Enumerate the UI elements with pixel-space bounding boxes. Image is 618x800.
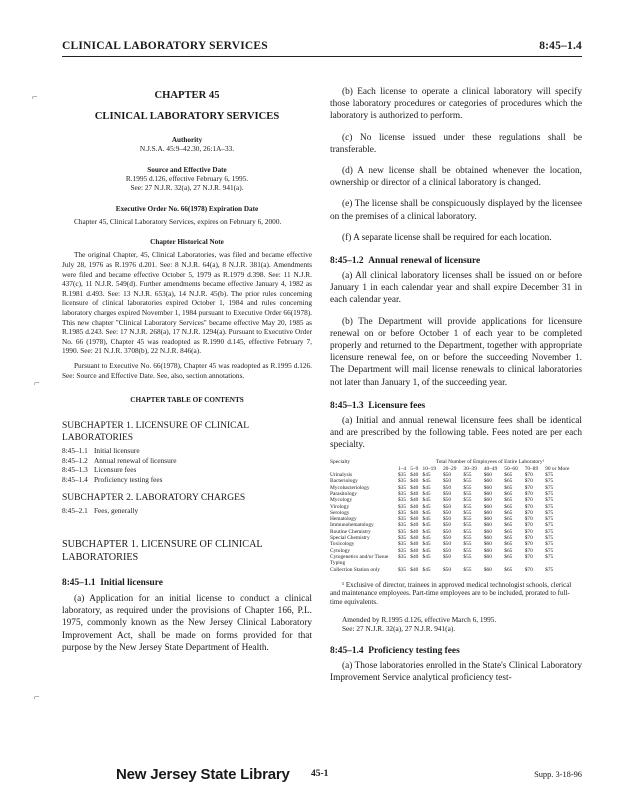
fee-cell: $35 <box>398 472 407 479</box>
fee-cell: $35 <box>398 516 407 523</box>
fee-cell: $35 <box>398 553 407 560</box>
fee-cell: $50 <box>442 535 452 542</box>
fee-cell: $50 <box>442 541 452 548</box>
executive-order-heading: Executive Order No. 66(1978) Expiration Date <box>115 204 259 213</box>
toc-item[interactable]: 8:45–2.1 Fees, generally <box>62 506 139 516</box>
fee-cell: $45 <box>422 484 431 491</box>
fee-cell: $40 <box>410 566 419 573</box>
specialty-column-header: Specialty <box>330 459 351 466</box>
fee-cell: $60 <box>483 472 492 479</box>
fee-cell: $40 <box>410 522 419 529</box>
employees-group-header: Total Number of Employees of Entire Laboratory¹ <box>435 459 545 466</box>
page-footer <box>116 766 582 786</box>
margin-mark: ⌐ <box>34 692 40 703</box>
fee-cell: $45 <box>422 497 431 504</box>
fee-cell: $40 <box>410 553 419 560</box>
page-number: 45-1 <box>311 769 329 779</box>
historical-note-text: The original Chapter, 45, Clinical Laboratories, was filed and became effective July 28, 1976 as R.1976 d.201. See: 8 N.J.R. 64(a), 8 N.J.R. 381(a). Amendments were filed and became effective October 5, 1979 as R.1979 d.398. See: 11 N.J.R. 437(c), 11 N.J.R. 549(d). Further amendments became effective January 4, 1982 as R.1981 d.493. See: 13 N.J.R. 653(a), 14 N.J.R. 45(b). The prior rules concerning licensure of clinical laboratories expired October 1, 1984 and rules concerning laboratory charges expired November 1, 1984 pursuant to Executive Order 66(1978). This new chapter "Clinical Laboratory Services" became effective May 20, 1985 as R.1985 d.243. See: 17 N.J.R. 268(a), 17 N.J.R. 1294(a). Pursuant to Executive Order No. 66 (1978), Chapter 45 was readopted as R.1990 d.145, effective February 7, 1990. See: 21 N.J.R. 3708(b), 22 N.J.R. 846(a). <box>62 250 312 356</box>
fee-column-header: 10–19 <box>422 465 437 472</box>
fee-cell: $50 <box>442 547 452 554</box>
fee-cell: $60 <box>483 490 492 497</box>
fee-cell: $65 <box>504 509 513 516</box>
specialty-name: Collection Station only <box>330 566 381 573</box>
section-1-1-a: (a) Application for an initial license to conduct a clinical laboratory, as required under the provisions of Chapter 166, P.L. 1975, commonly known as the New Jersey Clinical Laboratory Improvement Act, shall be made on forms provided for that purpose by the New Jersey State Department of Health. <box>62 594 312 653</box>
fee-cell: $45 <box>422 566 431 573</box>
fee-cell: $55 <box>463 484 472 491</box>
historical-note-heading: Chapter Historical Note <box>150 238 224 247</box>
fee-cell: $35 <box>398 528 407 535</box>
specialty-name: Hematology <box>330 516 357 523</box>
specialty-name: Mycology <box>330 497 353 504</box>
fee-cell: $40 <box>410 497 419 504</box>
fee-cell: $70 <box>524 490 533 497</box>
fee-cell: $60 <box>483 509 492 516</box>
fee-cell: $55 <box>463 509 472 516</box>
fee-cell: $65 <box>504 497 513 504</box>
toc-item[interactable]: 8:45–1.3 Licensure fees <box>62 465 137 475</box>
fee-cell: $70 <box>524 528 533 535</box>
running-header-section: 8:45–1.4 <box>539 40 582 52</box>
fee-cell: $60 <box>483 497 492 504</box>
fee-cell: $45 <box>422 478 431 485</box>
fee-cell: $70 <box>524 484 533 491</box>
fee-cell: $40 <box>410 541 419 548</box>
section-1-1-heading: 8:45–1.1 Initial licensure <box>62 578 163 589</box>
fee-cell: $40 <box>410 516 419 523</box>
fee-cell: $60 <box>483 541 492 548</box>
library-stamp: New Jersey State Library <box>116 766 290 783</box>
fee-cell: $40 <box>410 528 419 535</box>
fee-cell: $45 <box>422 541 431 548</box>
fee-cell: $70 <box>524 566 533 573</box>
fee-cell: $35 <box>398 522 407 529</box>
fee-cell: $65 <box>504 547 513 554</box>
specialty-name: Mycobacteriology <box>330 484 370 491</box>
specialty-name: Cytology <box>330 547 351 554</box>
fee-cell: $45 <box>422 490 431 497</box>
fee-cell: $60 <box>483 535 492 542</box>
section-1-1-f: (f) A separate license shall be required for each location. <box>342 232 552 243</box>
fee-cell: $60 <box>483 528 492 535</box>
authority-text: N.J.S.A. 45:9–42.30, 26:1A–33. <box>139 144 235 153</box>
fee-column-header: 90 or More <box>545 465 570 472</box>
source-line-1: R.1995 d.126, effective February 6, 1995. <box>125 173 249 183</box>
fee-cell: $75 <box>545 528 554 535</box>
fee-cell: $60 <box>483 484 492 491</box>
specialty-name: Virology <box>330 503 350 510</box>
fee-cell: $65 <box>504 503 513 510</box>
specialty-name: Routine Chemistry <box>330 528 371 535</box>
fee-cell: $75 <box>545 509 554 516</box>
fee-cell: $65 <box>504 535 513 542</box>
fee-cell: $65 <box>504 566 513 573</box>
fee-cell: $60 <box>483 547 492 554</box>
toc-list-subchapter-2 <box>62 506 312 516</box>
fee-column-header: 30–39 <box>463 465 477 472</box>
fee-cell: $35 <box>398 547 407 554</box>
fee-cell: $70 <box>524 516 533 523</box>
fee-cell: $35 <box>398 535 407 542</box>
fee-table-row <box>330 554 582 567</box>
fee-cell: $65 <box>504 484 513 491</box>
fee-cell: $50 <box>442 478 452 485</box>
fee-column-header: 70–89 <box>524 465 539 472</box>
toc-subchapter-2[interactable]: SUBCHAPTER 2. LABORATORY CHARGES <box>62 493 246 504</box>
fee-cell: $75 <box>545 547 554 554</box>
historical-note-readoption: Pursuant to Executive No. 66(1978), Chapter 45 was readopted as R.1995 d.126. See: Source and Effective Date. See, also, section annotations. <box>62 360 312 380</box>
fee-cell: $55 <box>463 516 472 523</box>
running-header <box>62 38 582 57</box>
source-line-2: See: 27 N.J.R. 32(a), 27 N.J.R. 941(a). <box>130 183 244 193</box>
fee-cell: $75 <box>545 535 554 542</box>
fee-cell: $60 <box>483 522 492 529</box>
fee-cell: $55 <box>463 503 472 510</box>
fee-table-footnote: ¹ Exclusive of director, trainees in approved medical technologist schools, clerical and maintenance employees. Part-time employees are to be included, prorated to full-time equivalents. <box>330 580 572 606</box>
fee-cell: $55 <box>463 566 472 573</box>
fee-cell: $60 <box>483 478 492 485</box>
fee-cell: $70 <box>524 503 533 510</box>
fee-cell: $55 <box>463 553 472 560</box>
fee-cell: $60 <box>483 553 492 560</box>
authority-heading: Authority <box>171 136 203 144</box>
fee-cell: $50 <box>442 497 452 504</box>
section-1-1-c: (c) No license issued under these regulations shall be transferable. <box>330 132 582 155</box>
fee-cell: $40 <box>410 547 419 554</box>
fee-cell: $75 <box>545 522 554 529</box>
fee-cell: $45 <box>422 522 431 529</box>
fee-table-body <box>330 472 582 573</box>
section-1-4-heading: 8:45–1.4 Proficiency testing fees <box>330 645 460 656</box>
fee-cell: $35 <box>398 509 407 516</box>
chapter-title: CLINICAL LABORATORY SERVICES <box>94 111 280 122</box>
fee-cell: $65 <box>504 472 513 479</box>
fee-cell: $75 <box>545 503 554 510</box>
fee-cell: $40 <box>410 503 419 510</box>
fee-table <box>330 459 582 572</box>
fee-cell: $55 <box>463 541 472 548</box>
subchapter-1-heading: SUBCHAPTER 1. LICENSURE OF CLINICAL LABORATORIES <box>62 539 263 564</box>
fee-cell: $50 <box>442 472 452 479</box>
toc-item[interactable]: 8:45–1.2 Annual renewal of licensure <box>62 455 177 465</box>
specialty-name: Serology <box>330 509 350 516</box>
fee-column-header: 20–29 <box>442 465 457 472</box>
fee-cell: $50 <box>442 522 452 529</box>
fee-cell: $55 <box>463 478 472 485</box>
fee-cell: $45 <box>422 528 431 535</box>
fee-cell: $70 <box>524 553 533 560</box>
specialty-name: Urinalysis <box>330 472 353 479</box>
fee-cell: $65 <box>504 522 513 529</box>
supplement-date: Supp. 3-18-96 <box>534 770 582 779</box>
fee-cell: $75 <box>545 472 554 479</box>
section-1-1-e: (e) The license shall be conspicuously displayed by the licensee on the premises of a clinical laboratory. <box>330 199 582 222</box>
specialty-name: Parasitology <box>330 490 357 497</box>
executive-order-text: Chapter 45, Clinical Laboratory Services, expires on February 6, 2000. <box>74 216 282 226</box>
fee-cell: $75 <box>545 490 554 497</box>
toc-item[interactable]: 8:45–1.4 Proficiency testing fees <box>62 474 163 484</box>
fee-cell: $55 <box>463 547 472 554</box>
fee-cell: $50 <box>442 490 452 497</box>
fee-cell: $60 <box>483 516 492 523</box>
specialty-name: Immunohematology <box>330 522 374 529</box>
toc-item[interactable]: 8:45–1.1 Initial licensure <box>62 446 140 456</box>
fee-column-header: 40–49 <box>483 465 498 472</box>
fee-cell: $65 <box>504 478 513 485</box>
section-1-3-heading: 8:45–1.3 Licensure fees <box>330 400 426 411</box>
section-1-1-d: (d) A new license shall be obtained whenever the location, ownership or director of a clinical laboratory is changed. <box>330 166 582 189</box>
section-1-1-b: (b) Each license to operate a clinical laboratory will specify those laboratory procedures or categories of procedures which the laboratory is authorized to perform. <box>330 87 582 122</box>
fee-cell: $35 <box>398 541 407 548</box>
toc-heading: CHAPTER TABLE OF CONTENTS <box>130 396 244 405</box>
fee-cell: $55 <box>463 535 472 542</box>
section-1-2-a: (a) All clinical laboratory licenses shall be issued on or before January 1 in each calendar year and shall expire December 31 in each calendar year. <box>330 271 582 306</box>
section-1-2-heading: 8:45–1.2 Annual renewal of licensure <box>330 256 481 267</box>
fee-cell: $55 <box>463 528 472 535</box>
fee-cell: $70 <box>524 522 533 529</box>
fee-cell: $50 <box>442 553 452 560</box>
fee-cell: $60 <box>483 566 492 573</box>
specialty-name: Bacteriology <box>330 478 358 485</box>
fee-cell: $35 <box>398 478 407 485</box>
fee-cell: $45 <box>422 535 431 542</box>
fee-cell: $55 <box>463 522 472 529</box>
fee-cell: $65 <box>504 541 513 548</box>
specialty-name: Special Chemistry <box>330 535 370 542</box>
fee-table-row <box>330 567 582 573</box>
toc-list-subchapter-1 <box>62 446 312 484</box>
fee-column-header: 1–4 <box>398 465 407 472</box>
fee-cell: $40 <box>410 490 419 497</box>
margin-mark: ⌐ <box>32 92 38 103</box>
section-1-3-a: (a) Initial and annual renewal licensure fees shall be identical and are prescribed by the following table. Fees noted are per each specialty. <box>330 415 582 451</box>
fee-cell: $45 <box>422 472 431 479</box>
fee-cell: $35 <box>398 497 407 504</box>
fee-cell: $50 <box>442 516 452 523</box>
fee-cell: $55 <box>463 472 472 479</box>
fee-cell: $55 <box>463 497 472 504</box>
fee-cell: $45 <box>422 547 431 554</box>
fee-cell: $45 <box>422 503 431 510</box>
fee-cell: $75 <box>545 516 554 523</box>
running-header-title: CLINICAL LABORATORY SERVICES <box>62 40 268 52</box>
fee-cell: $45 <box>422 509 431 516</box>
fee-cell: $60 <box>483 503 492 510</box>
right-column <box>330 86 582 684</box>
section-1-2-b: (b) The Department will provide applications for licensure renewal on or before October 1 of each year to be completed properly and returned to the Department, together with appropriate licensure renewal fee, on or before the succeeding November 1. The Department will mail license renewals to clinical laboratories not later than January 1, of the succeeding year. <box>330 316 582 388</box>
fee-cell: $50 <box>442 503 452 510</box>
fee-cell: $40 <box>410 478 419 485</box>
fee-cell: $45 <box>422 516 431 523</box>
specialty-name: Toxicology <box>330 541 355 548</box>
fee-cell: $70 <box>524 547 533 554</box>
fee-cell: $35 <box>398 566 407 573</box>
fee-column-header: 5–9 <box>410 465 419 472</box>
amendment-note-2: See: 27 N.J.R. 32(a), 27 N.J.R. 941(a). <box>342 624 456 634</box>
fee-cell: $55 <box>463 490 472 497</box>
fee-cell: $75 <box>545 497 554 504</box>
fee-cell: $50 <box>442 509 452 516</box>
fee-cell: $40 <box>410 509 419 516</box>
fee-cell: $75 <box>545 478 554 485</box>
left-column <box>62 86 312 654</box>
fee-cell: $35 <box>398 490 407 497</box>
toc-subchapter-1[interactable]: SUBCHAPTER 1. LICENSURE OF CLINICAL LABORATORIES <box>62 421 249 444</box>
fee-cell: $50 <box>442 484 452 491</box>
specialty-name: Cytogenetics and/or Tissue Typing <box>330 553 389 567</box>
fee-cell: $40 <box>410 535 419 542</box>
amendment-note-1: Amended by R.1995 d.126, effective March 6, 1995. <box>342 614 497 624</box>
fee-cell: $75 <box>545 553 554 560</box>
fee-cell: $50 <box>442 528 452 535</box>
source-heading: Source and Effective Date <box>147 165 227 174</box>
fee-cell: $40 <box>410 472 419 479</box>
fee-cell: $35 <box>398 484 407 491</box>
fee-cell: $70 <box>524 478 533 485</box>
fee-cell: $50 <box>442 566 452 573</box>
fee-cell: $40 <box>410 484 419 491</box>
section-1-4-a: (a) Those laboratories enrolled in the State's Clinical Laboratory Improvement Service analytical proficiency test- <box>330 660 582 683</box>
fee-cell: $65 <box>504 516 513 523</box>
fee-column-header: 50–60 <box>504 465 518 472</box>
fee-cell: $75 <box>545 484 554 491</box>
fee-cell: $70 <box>524 541 533 548</box>
fee-cell: $70 <box>524 472 533 479</box>
fee-cell: $70 <box>524 509 533 516</box>
fee-cell: $65 <box>504 528 513 535</box>
fee-cell: $70 <box>524 535 533 542</box>
chapter-number: CHAPTER 45 <box>154 90 220 101</box>
fee-cell: $70 <box>524 497 533 504</box>
fee-cell: $65 <box>504 490 513 497</box>
fee-cell: $75 <box>545 541 554 548</box>
fee-cell: $35 <box>398 503 407 510</box>
fee-cell: $45 <box>422 553 431 560</box>
margin-mark: ⌐ <box>34 378 40 389</box>
fee-cell: $65 <box>504 553 513 560</box>
fee-cell: $75 <box>545 566 554 573</box>
